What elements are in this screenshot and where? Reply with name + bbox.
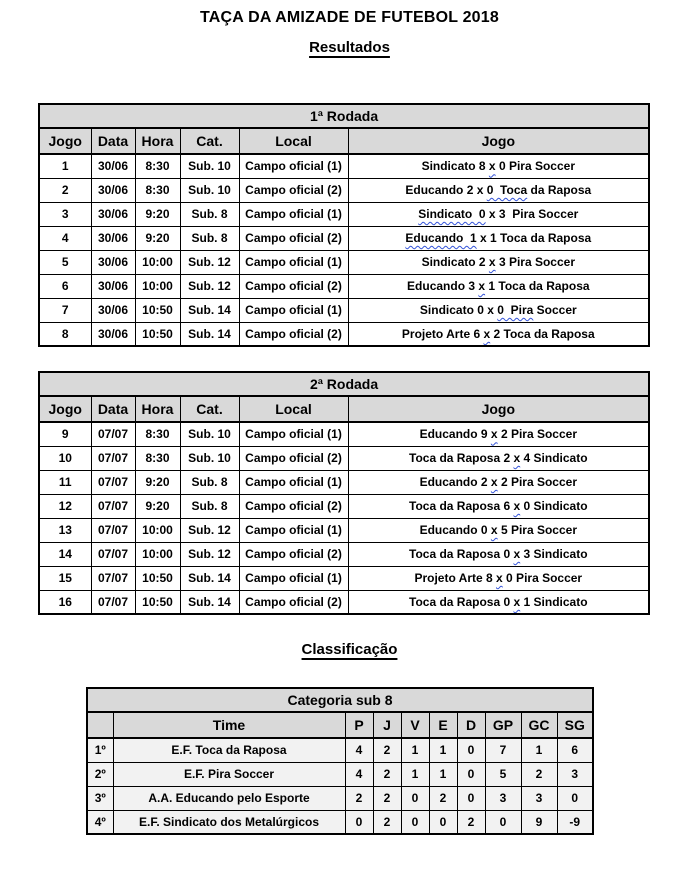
match-result-cell [348,470,649,494]
rank-cell: 3º [87,786,113,810]
match-category-cell: Sub. 14 [180,566,239,590]
match-number-cell: 6 [39,274,91,298]
match-result-text: 3 Sindicato [520,547,588,561]
match-result-cell [348,178,649,202]
match-result-text: Projeto Arte 8 [414,571,497,585]
match-time-cell: 9:20 [135,470,180,494]
round-2-header-row [39,396,649,422]
misspelled-text: x [488,159,496,174]
match-number-cell: 16 [39,590,91,614]
match-result-text: Toca da Raposa 6 [409,499,514,513]
match-result-cell [348,202,649,226]
misspelled-text: x [513,451,521,465]
col-header-sg: SG [557,712,593,738]
stat-cell: 1 [429,738,457,762]
match-result-cell [348,298,649,322]
match-venue-cell: Campo oficial (2) [239,322,348,346]
match-time-cell: 8:30 [135,178,180,202]
match-result-text: 1 Toca da Raposa [485,279,590,293]
classification-row [87,762,593,786]
stat-cell: -9 [557,810,593,834]
match-result-cell [348,322,649,346]
match-category-cell: Sub. 12 [180,518,239,542]
stat-cell: 2 [429,786,457,810]
team-cell: E.F. Sindicato dos Metalúrgicos [113,810,345,834]
misspelled-text: x [490,475,498,489]
stat-cell: 2 [345,786,373,810]
match-date-cell: 07/07 [91,494,135,518]
rank-cell: 4º [87,810,113,834]
team-cell: E.F. Pira Soccer [113,762,345,786]
misspelled-text: x [513,594,521,609]
stat-cell: 1 [401,738,429,762]
col-header-match: Jogo [348,396,649,422]
col-header-local: Local [239,396,348,422]
match-date-cell: 30/06 [91,154,135,178]
match-date-cell: 07/07 [91,590,135,614]
match-time-cell: 10:00 [135,250,180,274]
match-date-cell: 30/06 [91,274,135,298]
col-header-hora: Hora [135,128,180,154]
match-result-text: 5 Pira Soccer [497,523,577,537]
match-time-cell: 9:20 [135,202,180,226]
match-category-cell: Sub. 12 [180,274,239,298]
col-header-jogo: Jogo [39,396,91,422]
match-result-cell [348,494,649,518]
match-category-cell: Sub. 10 [180,154,239,178]
match-date-cell: 07/07 [91,542,135,566]
match-result-text: Toca da Raposa 0 [409,594,514,609]
match-number-cell: 9 [39,422,91,446]
round-2-body [39,422,649,614]
match-venue-cell: Campo oficial (1) [239,566,348,590]
classification-body [87,738,593,834]
stat-cell: 2 [373,762,401,786]
col-header-match: Jogo [348,128,649,154]
match-date-cell: 30/06 [91,226,135,250]
match-number-cell: 15 [39,566,91,590]
match-row [39,518,649,542]
match-row [39,274,649,298]
match-result-text: 1 Sindicato [520,594,588,609]
match-number-cell: 13 [39,518,91,542]
match-result-cell [348,446,649,470]
match-row [39,298,649,322]
match-result-text: x 1 Toca da Raposa [476,231,592,245]
match-row [39,202,649,226]
match-category-cell: Sub. 10 [180,446,239,470]
match-result-text: Sindicato 0 x [419,303,498,317]
match-number-cell: 10 [39,446,91,470]
match-result-cell [348,590,649,614]
match-result-text: Educando 2 x [405,183,487,197]
stat-cell: 1 [521,738,557,762]
match-result-text: Toca da Raposa 2 [409,451,514,465]
classification-row [87,810,593,834]
match-time-cell: 8:30 [135,154,180,178]
results-heading-text: Resultados [309,39,390,56]
match-date-cell: 30/06 [91,298,135,322]
match-category-cell: Sub. 8 [180,202,239,226]
match-result-text: Projeto Arte 6 [401,326,484,341]
stat-cell: 2 [521,762,557,786]
match-category-cell: Sub. 14 [180,322,239,346]
match-number-cell: 11 [39,470,91,494]
match-result-text: 0 Pira Soccer [495,159,575,174]
stat-cell: 2 [457,810,485,834]
match-date-cell: 07/07 [91,518,135,542]
col-header-j: J [373,712,401,738]
misspelled-text: x [488,255,496,269]
results-heading [0,39,699,56]
stat-cell: 7 [485,738,521,762]
match-number-cell: 2 [39,178,91,202]
match-date-cell: 30/06 [91,322,135,346]
match-number-cell: 1 [39,154,91,178]
match-result-cell [348,154,649,178]
misspelled-text: Educando 1 [405,231,477,245]
match-number-cell: 3 [39,202,91,226]
stat-cell: 0 [401,786,429,810]
match-result-text: Toca da Raposa 0 [409,547,514,561]
match-date-cell: 30/06 [91,202,135,226]
match-category-cell: Sub. 12 [180,250,239,274]
match-result-text: 0 Pira Soccer [502,571,583,585]
stat-cell: 0 [557,786,593,810]
match-venue-cell: Campo oficial (1) [239,154,348,178]
col-header-d: D [457,712,485,738]
match-result-text: Sindicato 2 [421,255,489,269]
match-time-cell: 10:50 [135,322,180,346]
col-header-data: Data [91,128,135,154]
stat-cell: 0 [429,810,457,834]
stat-cell: 0 [457,738,485,762]
col-header-cat: Cat. [180,128,239,154]
stat-cell: 2 [373,738,401,762]
classification-row [87,738,593,762]
col-header-data: Data [91,396,135,422]
match-venue-cell: Campo oficial (2) [239,226,348,250]
stat-cell: 9 [521,810,557,834]
stat-cell: 2 [373,786,401,810]
stat-cell: 3 [485,786,521,810]
match-result-cell [348,250,649,274]
match-number-cell: 8 [39,322,91,346]
match-category-cell: Sub. 8 [180,226,239,250]
match-result-text: Sindicato 8 [421,159,489,174]
round-1-title-row [39,104,649,128]
misspelled-text: x [483,326,491,341]
match-time-cell: 10:50 [135,590,180,614]
misspelled-text: x [513,499,521,513]
match-category-cell: Sub. 10 [180,178,239,202]
stat-cell: 5 [485,762,521,786]
match-venue-cell: Campo oficial (1) [239,518,348,542]
misspelled-text: x [490,523,498,537]
classification-table [86,687,594,835]
category-title: Categoria sub 8 [87,688,593,712]
stat-cell: 3 [557,762,593,786]
match-time-cell: 8:30 [135,422,180,446]
page-title: TAÇA DA AMIZADE DE FUTEBOL 2018 [200,9,499,26]
round-2-title-row [39,372,649,396]
match-venue-cell: Campo oficial (2) [239,178,348,202]
match-category-cell: Sub. 14 [180,590,239,614]
stat-cell: 1 [401,762,429,786]
match-result-text: Soccer [533,303,577,317]
match-result-text: 3 Pira Soccer [495,255,575,269]
match-row [39,494,649,518]
match-time-cell: 10:00 [135,542,180,566]
match-date-cell: 07/07 [91,446,135,470]
match-row [39,590,649,614]
match-category-cell: Sub. 8 [180,494,239,518]
col-header-local: Local [239,128,348,154]
match-row [39,542,649,566]
classification-header-row [87,712,593,738]
match-row [39,154,649,178]
match-result-text: x 3 Pira Soccer [485,207,579,221]
match-category-cell: Sub. 8 [180,470,239,494]
match-result-text: Educando 9 [419,427,491,442]
stat-cell: 2 [373,810,401,834]
col-header-jogo: Jogo [39,128,91,154]
misspelled-text: x [496,571,503,585]
col-header-p: P [345,712,373,738]
match-row [39,446,649,470]
misspelled-text: x [478,279,486,293]
rank-cell: 1º [87,738,113,762]
match-row [39,322,649,346]
match-venue-cell: Campo oficial (2) [239,446,348,470]
match-date-cell: 07/07 [91,422,135,446]
col-header-gp: GP [485,712,521,738]
match-venue-cell: Campo oficial (2) [239,494,348,518]
category-title-row [87,688,593,712]
match-time-cell: 10:00 [135,274,180,298]
col-header-gc: GC [521,712,557,738]
match-venue-cell: Campo oficial (2) [239,590,348,614]
stat-cell: 6 [557,738,593,762]
match-result-text: da Raposa [527,183,592,197]
rank-cell: 2º [87,762,113,786]
match-category-cell: Sub. 12 [180,542,239,566]
match-result-cell [348,274,649,298]
match-result-text: 2 Toca da Raposa [490,326,595,341]
match-row [39,422,649,446]
stat-cell: 0 [457,762,485,786]
match-number-cell: 4 [39,226,91,250]
match-number-cell: 14 [39,542,91,566]
match-date-cell: 30/06 [91,178,135,202]
match-row [39,250,649,274]
match-result-cell [348,518,649,542]
match-number-cell: 7 [39,298,91,322]
classification-row [87,786,593,810]
round-1-header-row [39,128,649,154]
stat-cell: 4 [345,762,373,786]
col-header-cat: Cat. [180,396,239,422]
round-2-title: 2ª Rodada [39,372,649,396]
match-category-cell: Sub. 10 [180,422,239,446]
match-venue-cell: Campo oficial (1) [239,422,348,446]
match-row [39,178,649,202]
match-venue-cell: Campo oficial (1) [239,298,348,322]
stat-cell: 0 [457,786,485,810]
col-header-rank [87,712,113,738]
match-result-text: 4 Sindicato [520,451,588,465]
stat-cell: 0 [401,810,429,834]
match-result-text: 2 Pira Soccer [497,475,577,489]
match-venue-cell: Campo oficial (2) [239,542,348,566]
misspelled-text: Sindicato 0 [418,207,486,221]
match-result-text: Educando 3 [407,279,479,293]
match-number-cell: 12 [39,494,91,518]
match-date-cell: 07/07 [91,470,135,494]
match-time-cell: 10:00 [135,518,180,542]
match-time-cell: 9:20 [135,494,180,518]
match-result-cell [348,542,649,566]
stat-cell: 1 [429,762,457,786]
team-cell: A.A. Educando pelo Esporte [113,786,345,810]
match-result-text: Educando 2 [419,475,491,489]
classification-heading-text: Classificação [301,641,398,658]
misspelled-text: 0 Pira [497,303,534,317]
match-venue-cell: Campo oficial (1) [239,250,348,274]
match-result-cell [348,566,649,590]
team-cell: E.F. Toca da Raposa [113,738,345,762]
match-result-cell [348,422,649,446]
col-header-v: V [401,712,429,738]
round-2-table [38,371,650,615]
match-date-cell: 30/06 [91,250,135,274]
misspelled-text: 0 Toca [486,183,528,197]
stat-cell: 4 [345,738,373,762]
col-header-e: E [429,712,457,738]
misspelled-text: x [513,547,521,561]
stat-cell: 3 [521,786,557,810]
match-time-cell: 10:50 [135,298,180,322]
classification-heading [0,641,699,658]
match-time-cell: 10:50 [135,566,180,590]
match-row [39,226,649,250]
match-time-cell: 9:20 [135,226,180,250]
round-1-table [38,103,650,347]
match-result-text: 0 Sindicato [520,499,588,513]
match-time-cell: 8:30 [135,446,180,470]
stat-cell: 0 [345,810,373,834]
match-row [39,470,649,494]
match-result-cell [348,226,649,250]
match-venue-cell: Campo oficial (1) [239,470,348,494]
match-row [39,566,649,590]
round-1-body [39,154,649,346]
match-result-text: Educando 0 [419,523,491,537]
match-venue-cell: Campo oficial (1) [239,202,348,226]
match-result-text: 2 Pira Soccer [497,427,577,442]
match-date-cell: 07/07 [91,566,135,590]
match-number-cell: 5 [39,250,91,274]
match-category-cell: Sub. 14 [180,298,239,322]
misspelled-text: x [490,427,498,442]
col-header-hora: Hora [135,396,180,422]
round-1-title: 1ª Rodada [39,104,649,128]
stat-cell: 0 [485,810,521,834]
match-venue-cell: Campo oficial (2) [239,274,348,298]
col-header-time: Time [113,712,345,738]
